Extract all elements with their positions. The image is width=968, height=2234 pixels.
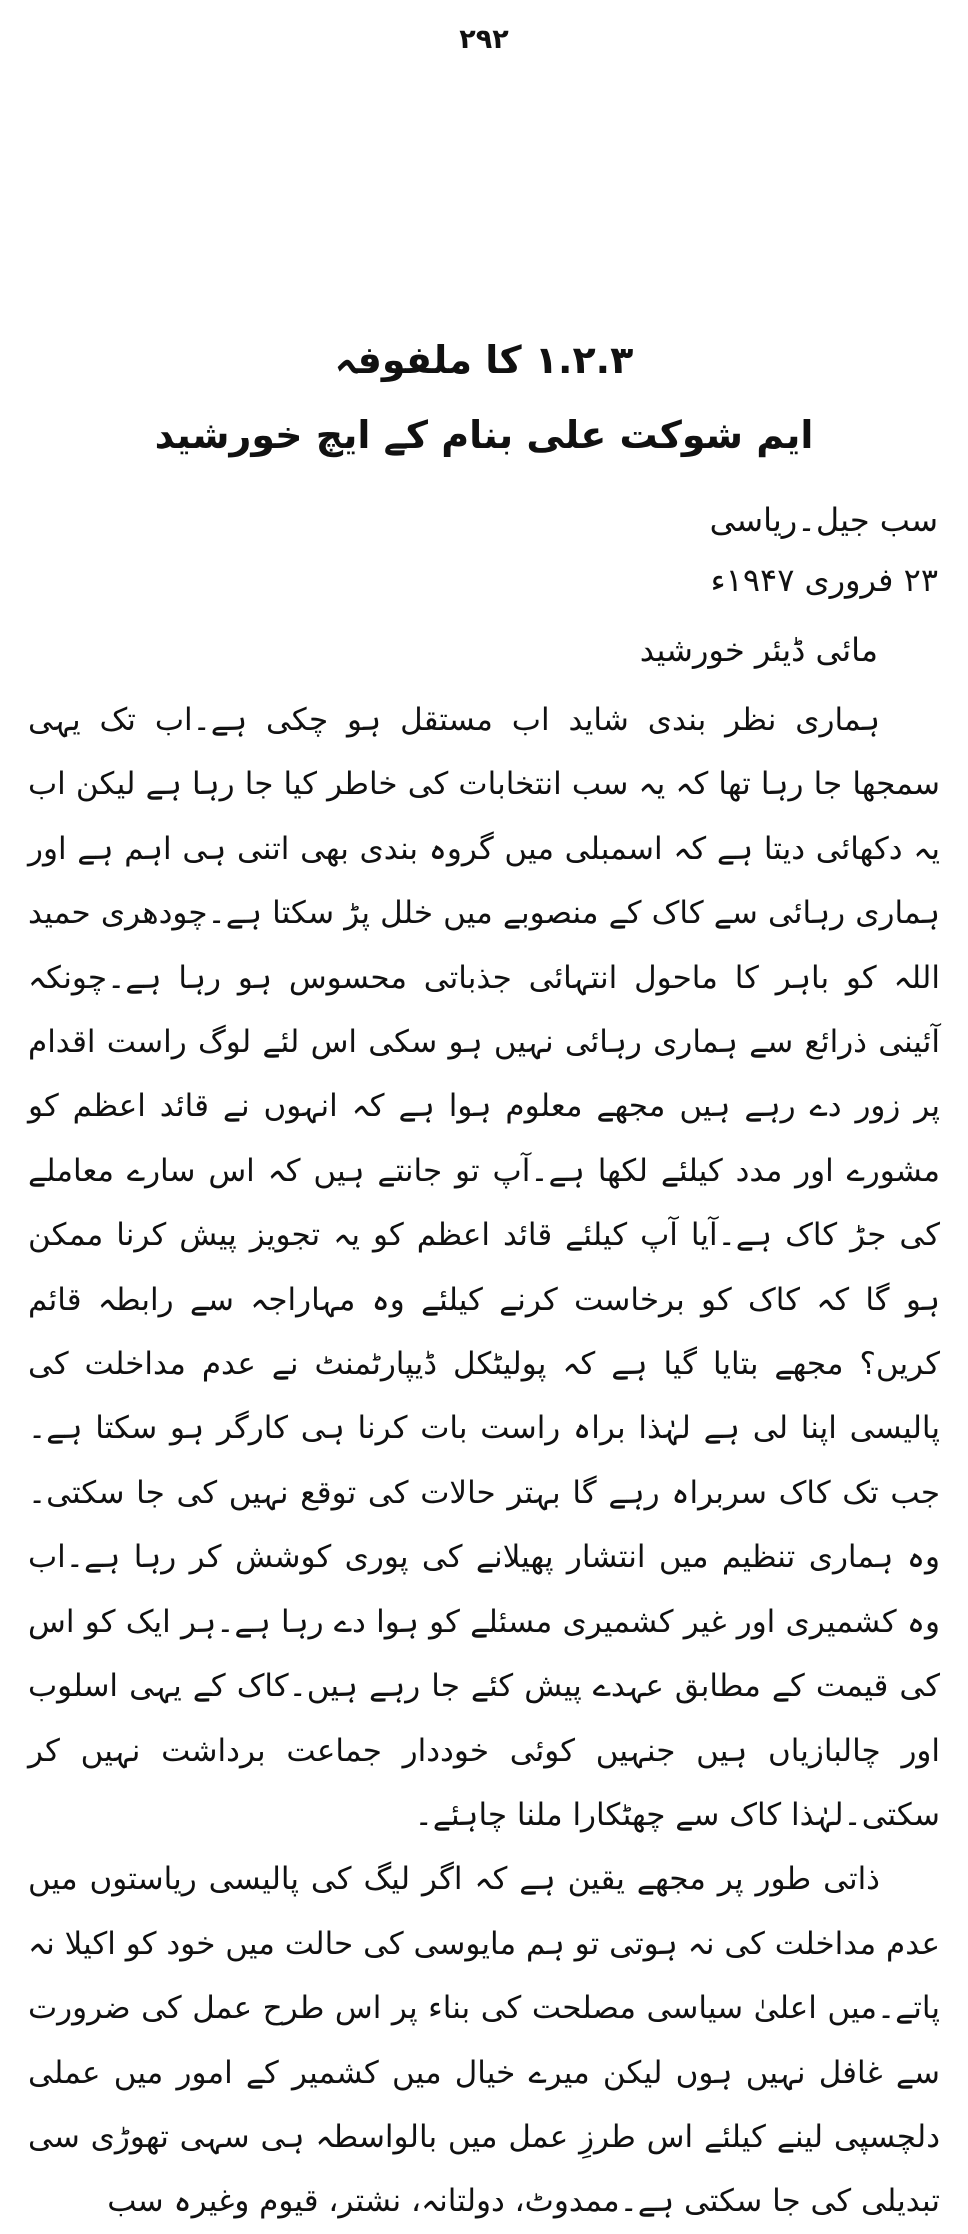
letter-body (28, 688, 940, 2234)
letter-title: ایم شوکت علی بنام کے ایچ خورشید (154, 413, 814, 457)
page-number: ۲۹۲ (459, 24, 509, 55)
section-heading: ۱.۲.۳ کا ملفوفہ (334, 338, 634, 382)
letter-salutation: مائی ڈیئر خورشید (639, 631, 878, 669)
paragraph: ذاتی طور پر مجھے یقین ہے کہ اگر لیگ کی پالیسی ریاستوں میں عدم مداخلت کی نہ ہوتی تو ہم مایوسی کی حالت میں خود کو اکیلا نہ پاتے۔میں اعلیٰ سیاسی مصلحت کی بناء پر اس طرح عمل کی ضرورت سے غافل نہیں ہوں لیکن میرے خیال میں کشمیر کے امور میں عملی دلچسپی لینے کیلئے اس طرزِ عمل میں بالواسطہ ہی سہی تھوڑی سی تبدیلی کی جا سکتی ہے۔ممدوٹ، دولتانہ، نشتر، قیوم وغیرہ سب (28, 1861, 940, 2220)
paragraph: ہماری نظر بندی شاید اب مستقل ہو چکی ہے۔اب تک یہی سمجھا جا رہا تھا کہ یہ سب انتخابات کی خاطر کیا جا رہا ہے لیکن اب یہ دکھائی دیتا ہے کہ اسمبلی میں گروہ بندی بھی اتنی ہی اہم ہے اور ہماری رہائی سے کاک کے منصوبے میں خلل پڑ سکتا ہے۔چودھری حمید اللہ کو باہر کا ماحول انتہائی جذباتی محسوس ہو رہا ہے۔چونکہ آئینی ذرائع سے ہماری رہائی نہیں ہو سکی اس لئے لوگ راست اقدام پر زور دے رہے ہیں مجھے معلوم ہوا ہے کہ انہوں نے قائد اعظم کو مشورے اور مدد کیلئے لکھا ہے۔آپ تو جانتے ہیں کہ اس سارے معاملے کی جڑ کاک ہے۔آیا آپ کیلئے قائد اعظم کو یہ تجویز پیش کرنا ممکن ہو گا کہ کاک کو برخاست کرنے کیلئے وہ مہاراجہ سے رابطہ قائم کریں؟ مجھے بتایا گیا ہے کہ پولیٹکل ڈیپارٹمنٹ نے عدم مداخلت کی پالیسی اپنا لی ہے لہٰذا براہ راست بات کرنا ہی کارگر ہو سکتا ہے۔جب تک کاک سربراہ رہے گا بہتر حالات کی توقع نہیں کی جا سکتی۔وہ ہماری تنظیم میں انتشار پھیلانے کی پوری کوشش کر رہا ہے۔اب وہ کشمیری اور غیر کشمیری مسئلے کو ہوا دے رہا ہے۔ہر ایک کو اس کی قیمت کے مطابق عہدے پیش کئے جا رہے ہیں۔کاک کے یہی اسلوب اور چالبازیاں ہیں جنہیں کوئی خوددار جماعت برداشت نہیں کر سکتی۔لہٰذا کاک سے چھٹکارا ملنا چاہئے۔ (28, 702, 940, 1833)
letter-place: سب جیل۔ریاسی (709, 501, 938, 539)
letter-date: ۲۳ فروری ۱۹۴۷ء (710, 561, 938, 599)
